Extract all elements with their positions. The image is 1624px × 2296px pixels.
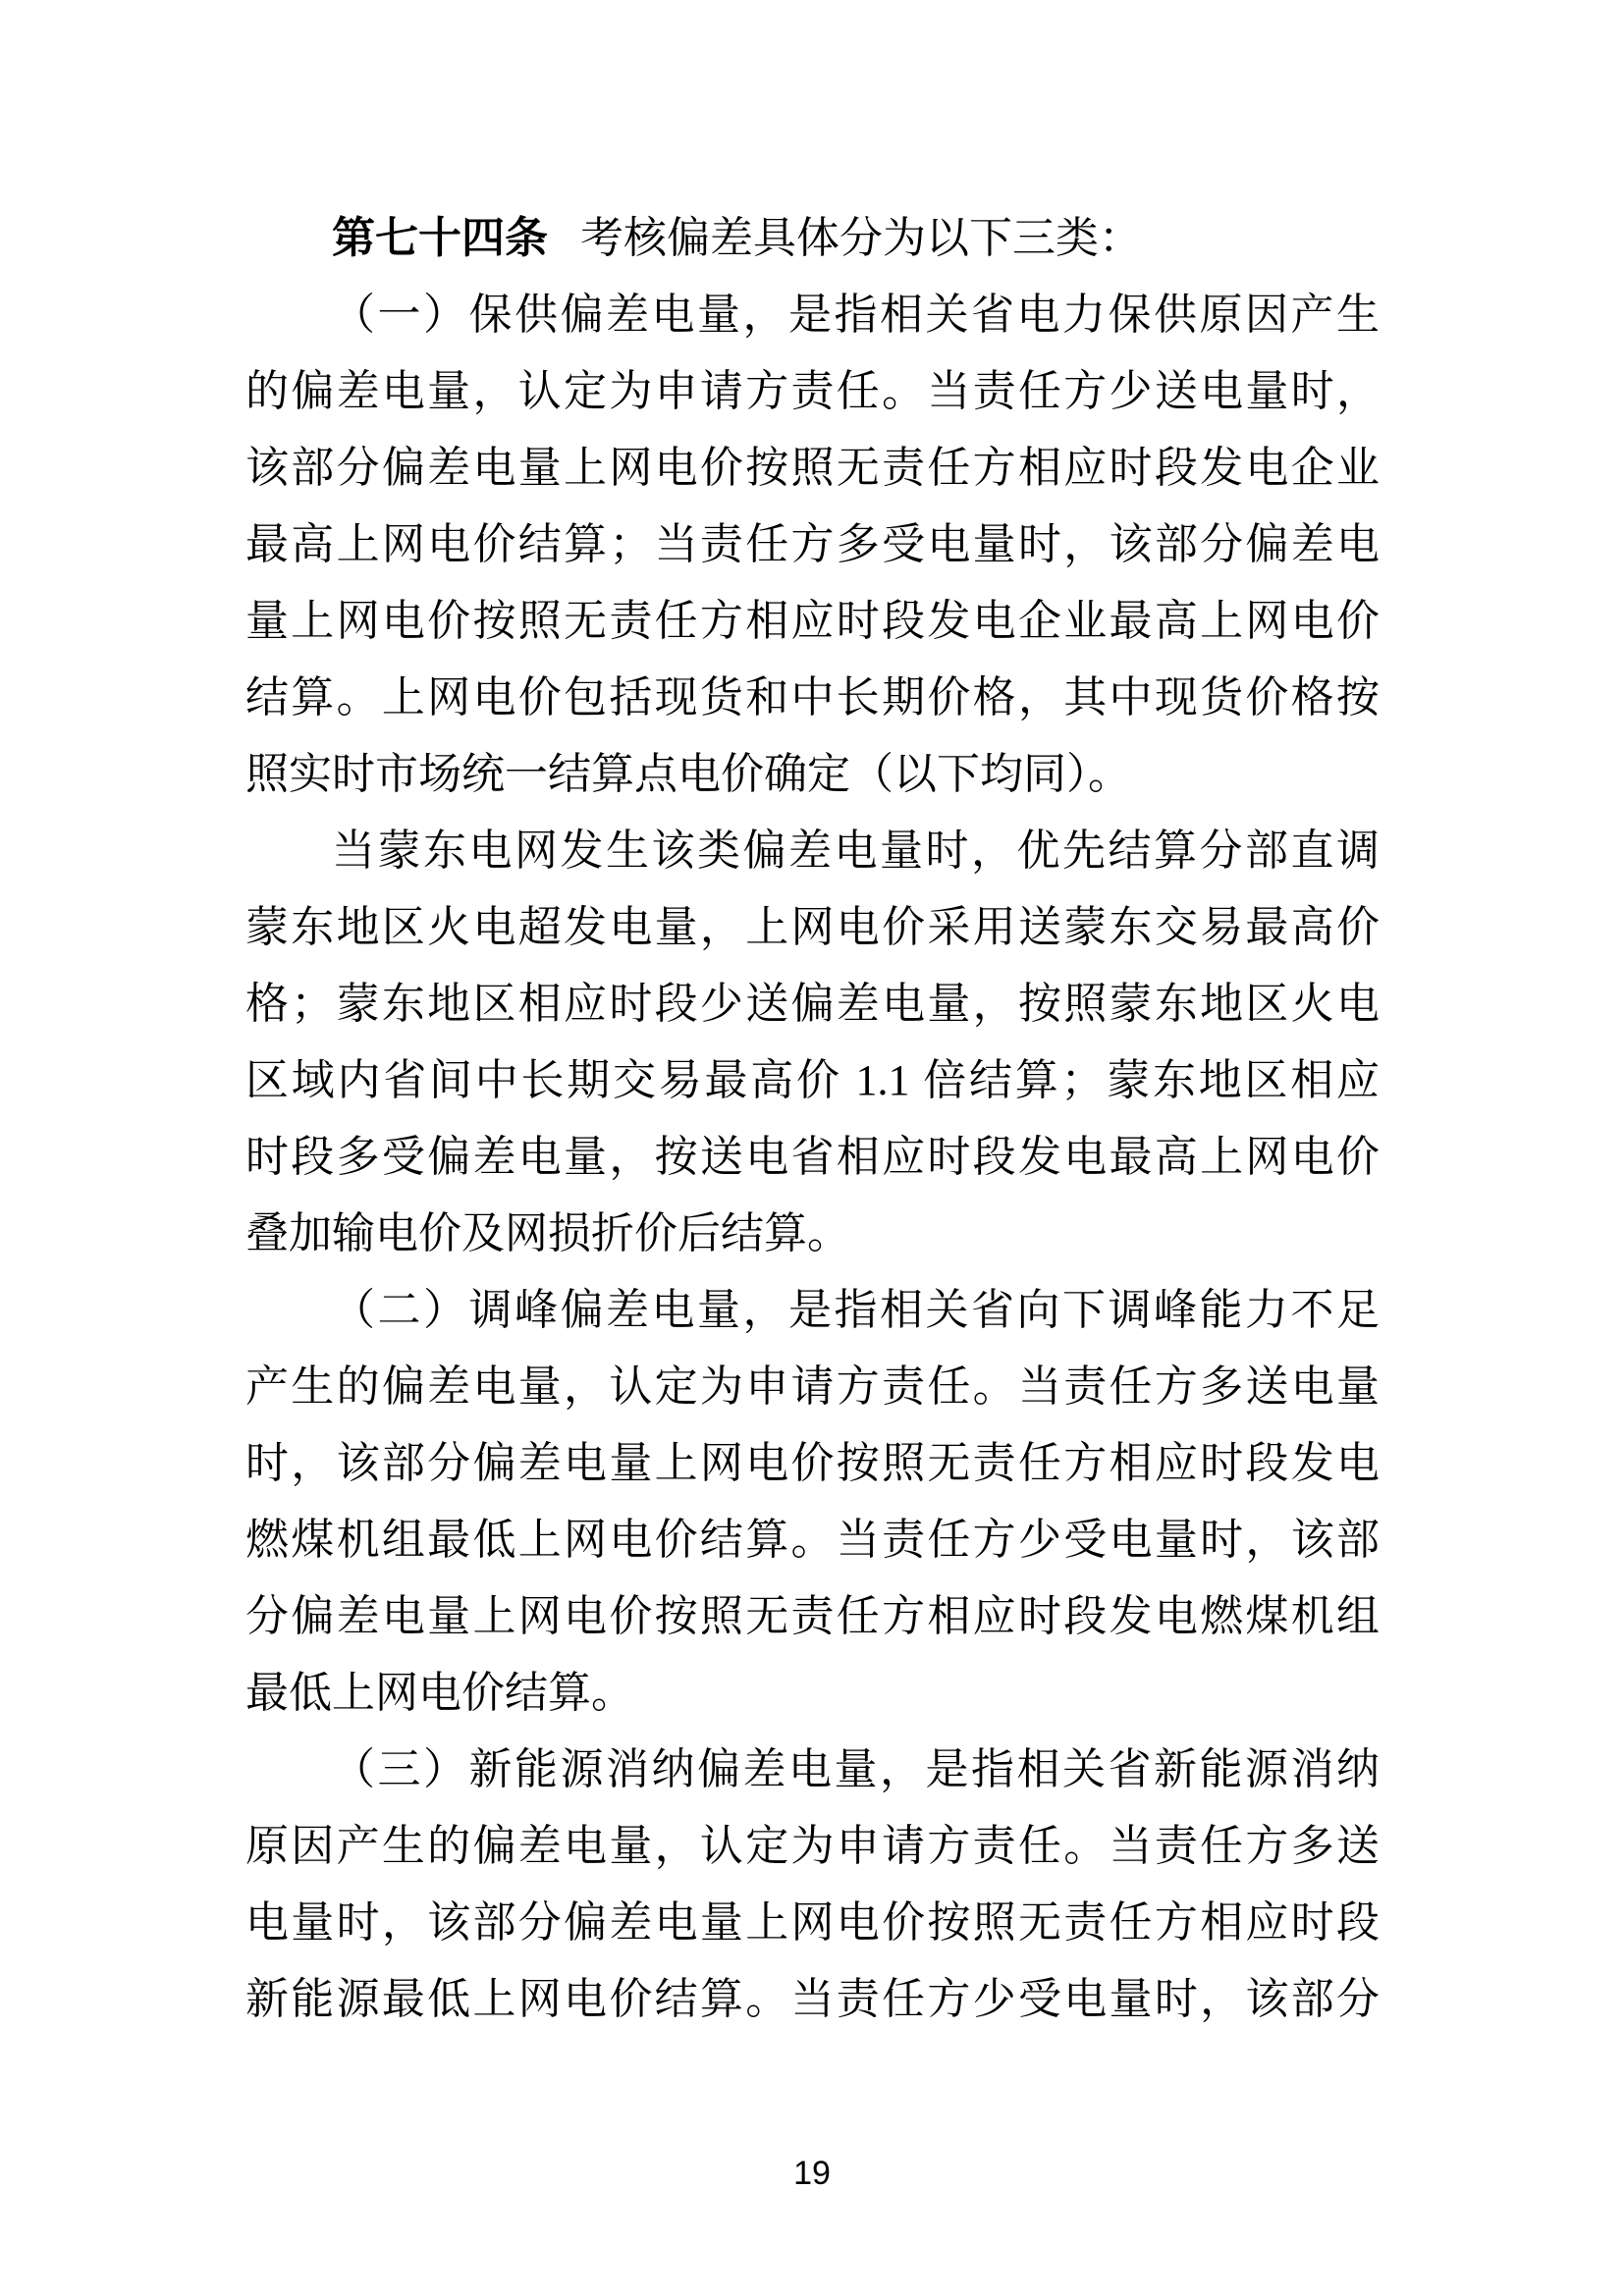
- text-line: 产生的偏差电量，认定为申请方责任。当责任方多送电量: [245, 1362, 1380, 1411]
- text-line: （一）保供偏差电量，是指相关省电力保供原因产生: [332, 291, 1380, 339]
- text-line: 原因产生的偏差电量，认定为申请方责任。当责任方多送: [245, 1822, 1380, 1870]
- text-line: 当蒙东电网发生该类偏差电量时，优先结算分部直调: [332, 827, 1380, 875]
- text-line: 分偏差电量上网电价按照无责任方相应时段发电燃煤机组: [245, 1592, 1380, 1640]
- article-heading: [245, 200, 1380, 277]
- para-tiaofeng-deviation: [245, 1272, 1380, 1732]
- article-number: 第七十四条: [332, 214, 548, 262]
- text-line: 最低上网电价结算。: [245, 1669, 634, 1717]
- text-line: 照实时市场统一结算点电价确定（以下均同）。: [245, 750, 1131, 798]
- text-line: （二）调峰偏差电量，是指相关省向下调峰能力不足: [332, 1286, 1380, 1334]
- text-line: 蒙东地区火电超发电量，上网电价采用送蒙东交易最高价: [245, 903, 1380, 951]
- text-line: 结算。上网电价包括现货和中长期价格，其中现货价格按: [245, 673, 1380, 721]
- text-line: 的偏差电量，认定为申请方责任。当责任方少送电量时，: [245, 367, 1380, 415]
- text-line: 该部分偏差电量上网电价按照无责任方相应时段发电企业: [245, 444, 1380, 492]
- para-xinnengyuan-deviation: [245, 1732, 1380, 2038]
- para-baogong-deviation: [245, 277, 1380, 813]
- document-body: [245, 200, 1380, 2038]
- text-line: 最高上网电价结算；当责任方多受电量时，该部分偏差电: [245, 520, 1380, 568]
- text-line: 量上网电价按照无责任方相应时段发电企业最高上网电价: [245, 597, 1380, 645]
- text-line: 时，该部分偏差电量上网电价按照无责任方相应时段发电: [245, 1439, 1380, 1487]
- text-line: 新能源最低上网电价结算。当责任方少受电量时，该部分: [245, 1975, 1380, 2023]
- text-line: 电量时，该部分偏差电量上网电价按照无责任方相应时段: [245, 1898, 1380, 1947]
- page-number: 19: [793, 2155, 831, 2192]
- para-mengdong-grid: [245, 813, 1380, 1272]
- text-line: 时段多受偏差电量，按送电省相应时段发电最高上网电价: [245, 1133, 1380, 1181]
- text-line: 叠加输电价及网损折价后结算。: [245, 1209, 850, 1257]
- text-line: 燃煤机组最低上网电价结算。当责任方少受电量时，该部: [245, 1516, 1380, 1564]
- article-heading-text: 考核偏差具体分为以下三类：: [580, 214, 1142, 262]
- paragraphs-container: [245, 277, 1380, 2038]
- text-line: 区域内省间中长期交易最高价 1.1 倍结算；蒙东地区相应: [245, 1056, 1380, 1104]
- text-line: （三）新能源消纳偏差电量，是指相关省新能源消纳: [332, 1745, 1380, 1793]
- text-line: 格；蒙东地区相应时段少送偏差电量，按照蒙东地区火电: [245, 980, 1380, 1028]
